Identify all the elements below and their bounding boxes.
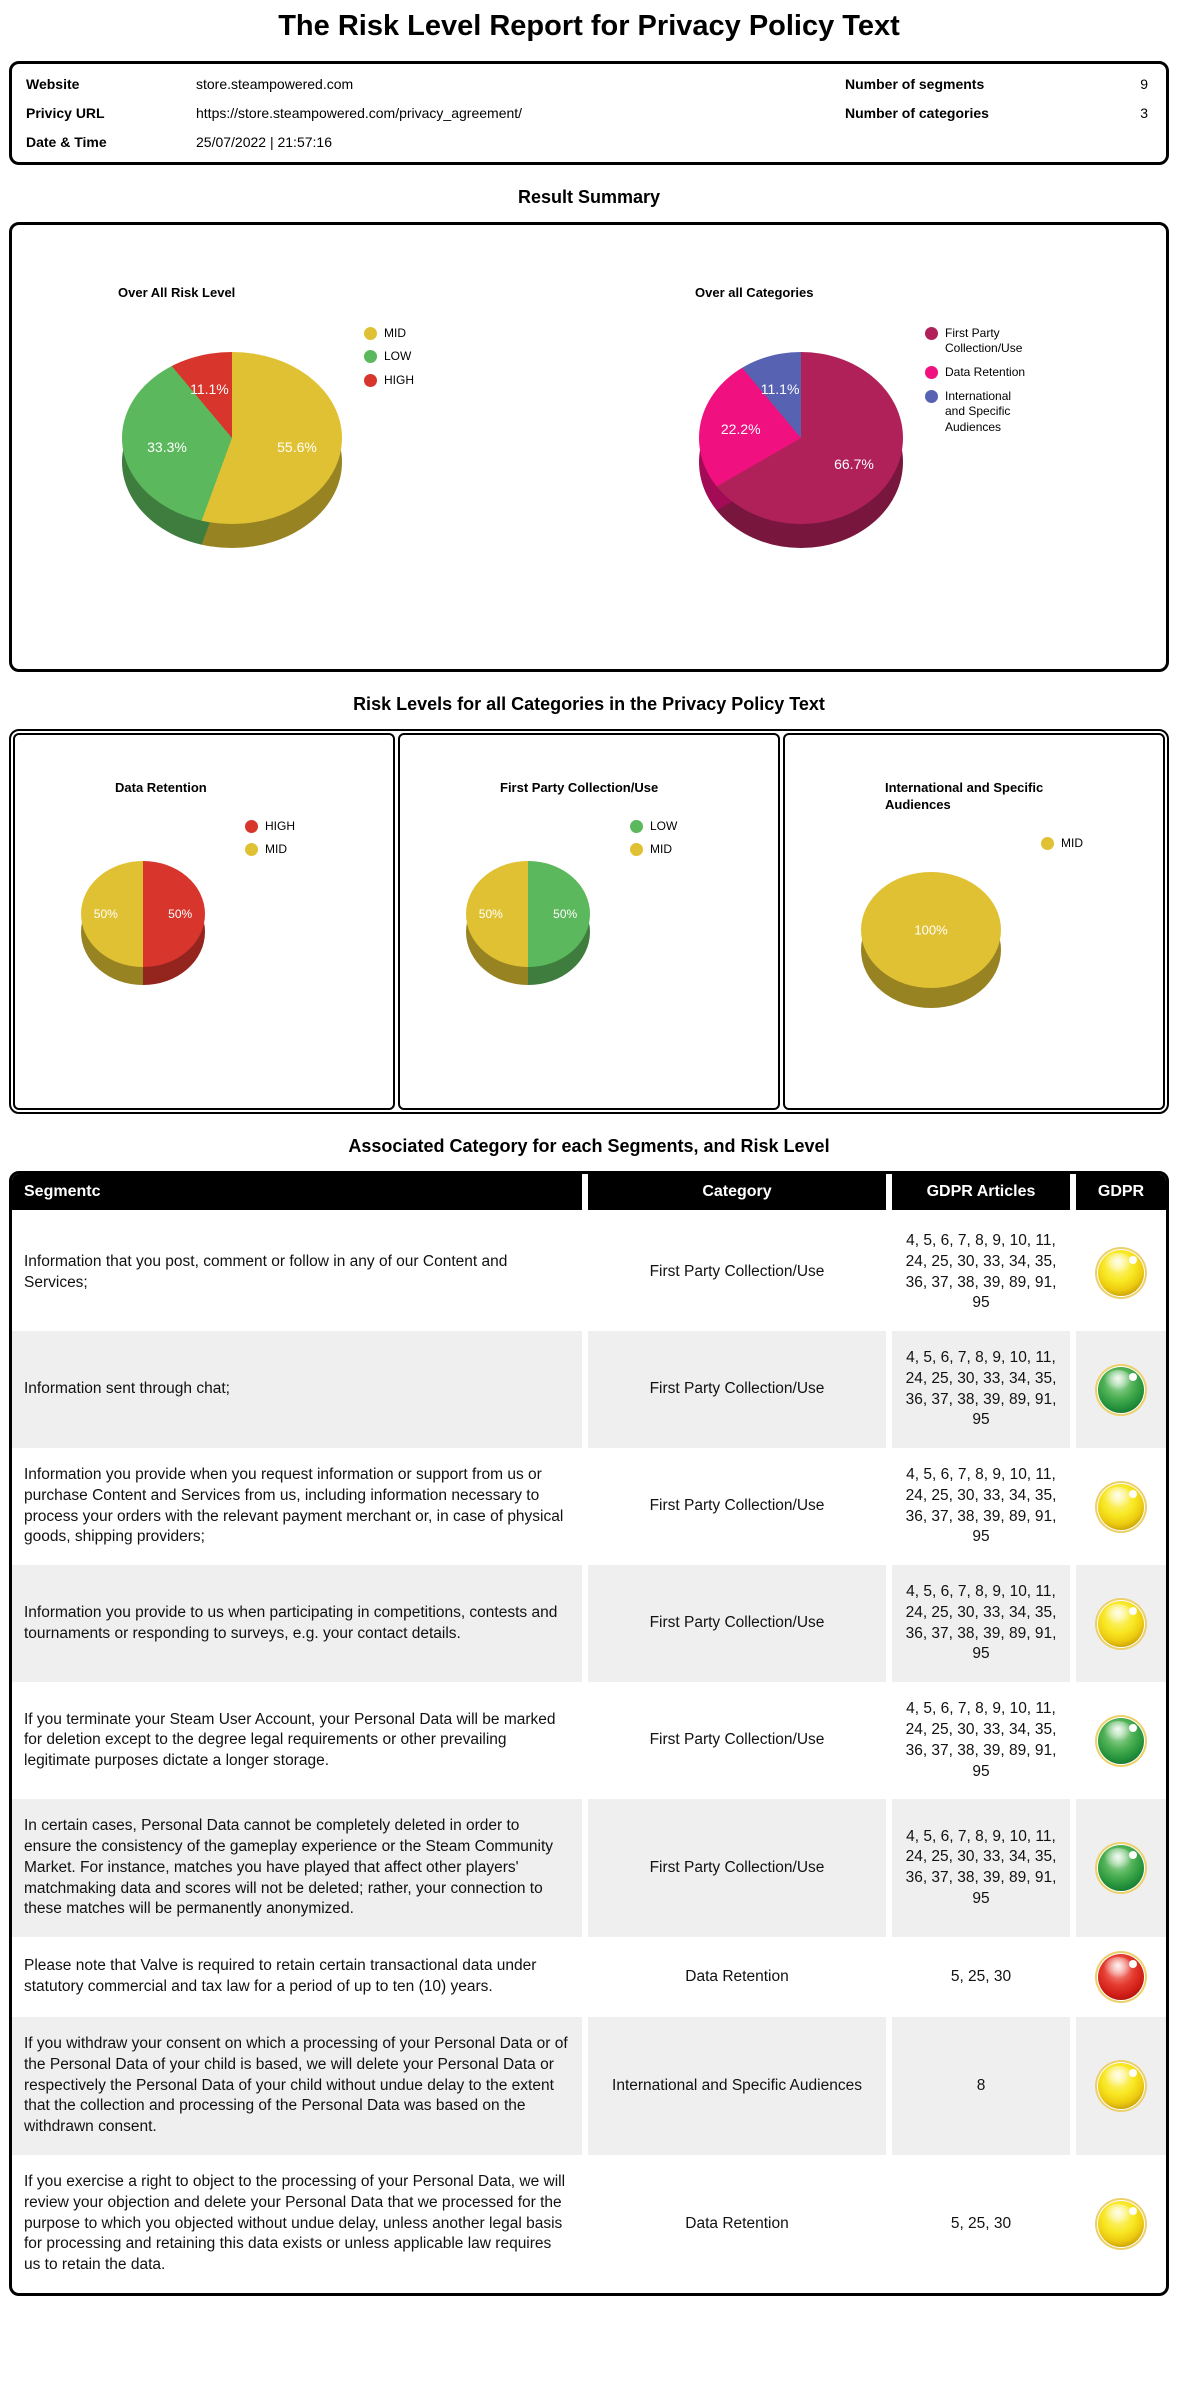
legend-item [1041, 836, 1111, 852]
table-row-segment: If you exercise a right to object to the processing of your Personal Data, we will review your objection and delete your Personal Data that we processed for the purpose to which you objected without undue delay, unless another legal basis for processing and retaining this data exists or unless applicable law requires us to retain the data. [24, 2172, 566, 2274]
table-row-segment: If you withdraw your consent on which a processing of your Personal Data or of the Personal Data of your child is based, we will delete your Personal Data or respectively the Personal Data of your child without undue delay to the extent that the collection and processing of the Personal Data was based on the withdrawn consent. [12, 2017, 582, 2155]
chart-title-international: International and Specific Audiences [885, 780, 1044, 812]
legend-item [925, 365, 1027, 381]
risk-light-indicator [1098, 1601, 1144, 1647]
risk-light-indicator [1098, 1250, 1144, 1296]
table-row-gdpr-articles: 4, 5, 6, 7, 8, 9, 10, 11, 24, 25, 30, 33, 34, 35, 36, 37, 38, 39, 89, 91, 95 [892, 1331, 1070, 1448]
table-row-segment: In certain cases, Personal Data cannot be completely deleted in order to ensure the consistency of the gameplay experience or the Steam Community Market. For instance, matches you have played that affect other players' matchmaking data and scores will not be deleted; rather, your connection to these matches will be permanently anonymized. [12, 1799, 582, 1937]
risk-light-indicator [1098, 1718, 1144, 1764]
table-row-segment: Information you provide when you request information or support from us or purchase Content and Services from us, including information necessary to process your orders with the relevant payment merchant or, in case of physical goods, shipping providers; [24, 1466, 564, 1546]
international-chart-block [783, 733, 1165, 1110]
table-row-risk-cell [1076, 1214, 1166, 1331]
table-row-risk-cell [1076, 1448, 1166, 1565]
legend-label: International and Specific Audiences [945, 388, 1012, 434]
section-title-category-risks: Risk Levels for all Categories in the Privacy Policy Text [353, 694, 825, 714]
risk-light-indicator [1098, 2201, 1144, 2247]
first-party-legend [630, 819, 700, 985]
table-row-segment: Information sent through chat; [12, 1331, 582, 1448]
overall-categories-chart-block [589, 225, 1166, 669]
report-info-box [9, 61, 1169, 165]
pie-slice-percentage-label: 55.6% [277, 438, 317, 455]
legend-color-dot-icon [364, 350, 377, 363]
table-row-category: First Party Collection/Use [649, 1497, 825, 1515]
table-row-segment: Information that you post, comment or follow in any of our Content and Services; [24, 1252, 508, 1291]
legend-color-dot-icon [1041, 837, 1054, 850]
data-retention-chart-block [13, 733, 395, 1110]
legend-color-dot-icon [245, 820, 258, 833]
table-row-gdpr-articles: 8 [892, 2017, 1070, 2155]
international-legend [1041, 836, 1111, 1008]
pie-slice-percentage-label: 100% [914, 922, 948, 938]
table-header-gdpr-articles: GDPR Articles [892, 1174, 1070, 1210]
legend-label: Data Retention [945, 365, 1026, 380]
table-row-risk-cell [1076, 1565, 1166, 1682]
categories-count-value: 3 [1140, 105, 1148, 121]
segments-risk-table [9, 1171, 1169, 2296]
pie-slice-percentage-label: 33.3% [147, 438, 187, 455]
table-row-risk-cell [1076, 2155, 1166, 2293]
table-row-segment: If you terminate your Steam User Account, your Personal Data will be marked for deletion except to the degree legal requirements or other prevailing legitimate purposes dictate a longer storage. [24, 1710, 556, 1770]
legend-item [245, 819, 315, 835]
overall-risk-chart-block [12, 225, 589, 669]
first-party-chart-block [398, 733, 780, 1110]
chart-title-first-party: First Party Collection/Use [500, 780, 659, 795]
table-row-category: First Party Collection/Use [588, 1799, 886, 1937]
pie-slice-percentage-label: 22.2% [720, 420, 761, 437]
pie-slice-percentage-label: 50% [168, 906, 193, 921]
pie-slice-percentage-label: 50% [478, 906, 503, 921]
website-label: Website [26, 76, 80, 92]
table-row-category: Data Retention [685, 2214, 789, 2232]
legend-color-dot-icon [925, 390, 938, 403]
legend-item [925, 326, 1027, 357]
page-title: The Risk Level Report for Privacy Policy Text [278, 10, 900, 42]
legend-label: LOW [384, 349, 412, 364]
table-row-gdpr-articles: 4, 5, 6, 7, 8, 9, 10, 11, 24, 25, 30, 33, 34, 35, 36, 37, 38, 39, 89, 91, 95 [892, 1799, 1070, 1937]
table-row-segment: Please note that Valve is required to retain certain transactional data under statutory commercial and tax law for a period of up to ten (10) years. [24, 1957, 537, 1996]
legend-label: HIGH [265, 818, 295, 833]
risk-light-indicator [1098, 1367, 1144, 1413]
risk-light-indicator [1098, 2063, 1144, 2109]
table-row-risk-cell [1076, 2017, 1166, 2155]
pie-slice-percentage-label: 50% [553, 906, 578, 921]
legend-color-dot-icon [364, 327, 377, 340]
table-row-gdpr-articles: 4, 5, 6, 7, 8, 9, 10, 11, 24, 25, 30, 33, 34, 35, 36, 37, 38, 39, 89, 91, 95 [905, 1466, 1057, 1546]
table-header-category: Category [588, 1174, 886, 1210]
overall-risk-legend [364, 326, 466, 548]
section-title-result-summary: Result Summary [517, 187, 661, 207]
table-row-risk-cell [1076, 1331, 1166, 1448]
pie-slice-percentage-label: 50% [93, 906, 118, 921]
website-value: store.steampowered.com [196, 76, 354, 92]
section-title-segments-table: Associated Category for each Segments, and Risk Level [348, 1136, 830, 1156]
table-header-segment: Segmentc [12, 1174, 582, 1210]
legend-color-dot-icon [925, 327, 938, 340]
legend-color-dot-icon [630, 820, 643, 833]
table-row-category: First Party Collection/Use [588, 1565, 886, 1682]
first-party-pie-chart [466, 861, 590, 985]
table-row-segment: Information you provide to us when participating in competitions, contests and tournaments or responding to surveys, e.g. your contact details. [12, 1565, 582, 1682]
overall-categories-pie-chart [699, 352, 903, 548]
data-retention-legend [245, 819, 315, 985]
result-summary-panel [9, 222, 1169, 672]
legend-label: MID [384, 325, 406, 340]
risk-light-indicator [1098, 1484, 1144, 1530]
datetime-label: Date & Time [26, 134, 107, 150]
pie-slice-percentage-label: 11.1% [760, 381, 800, 398]
privacy-url-label: Privicy URL [26, 105, 105, 121]
categories-count-label: Number of categories [845, 105, 989, 121]
table-row-category: Data Retention [685, 1967, 789, 1985]
legend-label: MID [265, 842, 287, 857]
legend-item [630, 842, 700, 858]
datetime-value: 25/07/2022 | 21:57:16 [196, 134, 332, 150]
table-row-gdpr-articles: 4, 5, 6, 7, 8, 9, 10, 11, 24, 25, 30, 33, 34, 35, 36, 37, 38, 39, 89, 91, 95 [892, 1565, 1070, 1682]
pie-slice-percentage-label: 11.1% [190, 381, 229, 398]
table-row-risk-cell [1076, 1937, 1166, 2017]
segments-count-value: 9 [1140, 76, 1148, 92]
risk-light-indicator [1098, 1954, 1144, 2000]
chart-title-data-retention: Data Retention [115, 780, 207, 795]
chart-title-overall-risk: Over All Risk Level [118, 285, 236, 300]
legend-item [364, 349, 466, 365]
legend-label: MID [650, 842, 672, 857]
legend-color-dot-icon [630, 843, 643, 856]
table-row-gdpr-articles: 4, 5, 6, 7, 8, 9, 10, 11, 24, 25, 30, 33, 34, 35, 36, 37, 38, 39, 89, 91, 95 [905, 1232, 1057, 1312]
chart-title-overall-categories: Over all Categories [695, 285, 814, 300]
international-pie-chart [861, 872, 1001, 1008]
table-row-gdpr-articles: 4, 5, 6, 7, 8, 9, 10, 11, 24, 25, 30, 33, 34, 35, 36, 37, 38, 39, 89, 91, 95 [905, 1700, 1057, 1780]
legend-color-dot-icon [245, 843, 258, 856]
table-row-risk-cell [1076, 1682, 1166, 1799]
legend-color-dot-icon [364, 374, 377, 387]
table-row-category: First Party Collection/Use [649, 1731, 825, 1749]
overall-risk-pie-chart [122, 352, 342, 548]
legend-item [364, 373, 466, 389]
legend-item [245, 842, 315, 858]
table-row-category: First Party Collection/Use [649, 1263, 825, 1281]
table-row-gdpr-articles: 5, 25, 30 [950, 1967, 1012, 1985]
table-header-gdpr: GDPR [1076, 1174, 1166, 1210]
legend-color-dot-icon [925, 366, 938, 379]
table-row-gdpr-articles: 5, 25, 30 [950, 2214, 1012, 2232]
legend-item [925, 389, 1027, 436]
data-retention-pie-chart [81, 861, 205, 985]
risk-light-indicator [1098, 1845, 1144, 1891]
table-row-category: First Party Collection/Use [588, 1331, 886, 1448]
overall-categories-legend [925, 326, 1027, 548]
pie-slice-percentage-label: 66.7% [834, 455, 874, 472]
table-row-category: International and Specific Audiences [588, 2017, 886, 2155]
legend-item [364, 326, 466, 342]
legend-label: HIGH [384, 373, 414, 388]
table-row-risk-cell [1076, 1799, 1166, 1937]
legend-label: First Party Collection/Use [945, 325, 1023, 356]
legend-label: MID [1061, 835, 1083, 850]
category-risk-panel [9, 729, 1169, 1114]
privacy-url-value: https://store.steampowered.com/privacy_agreement/ [196, 105, 523, 121]
segments-count-label: Number of segments [845, 76, 985, 92]
legend-item [630, 819, 700, 835]
legend-label: LOW [650, 818, 678, 833]
